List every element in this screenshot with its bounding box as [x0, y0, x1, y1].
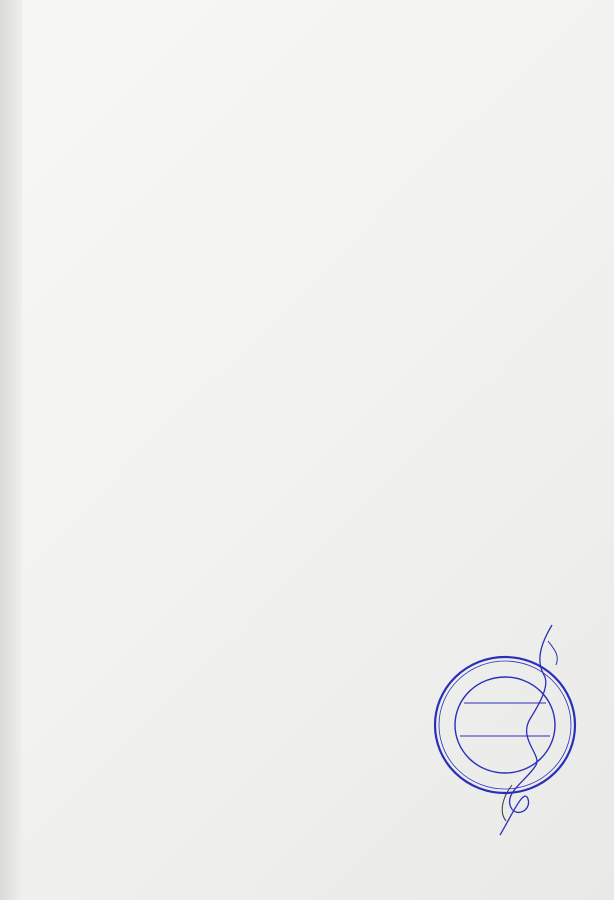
- engineer-seal-stamp: [430, 650, 580, 800]
